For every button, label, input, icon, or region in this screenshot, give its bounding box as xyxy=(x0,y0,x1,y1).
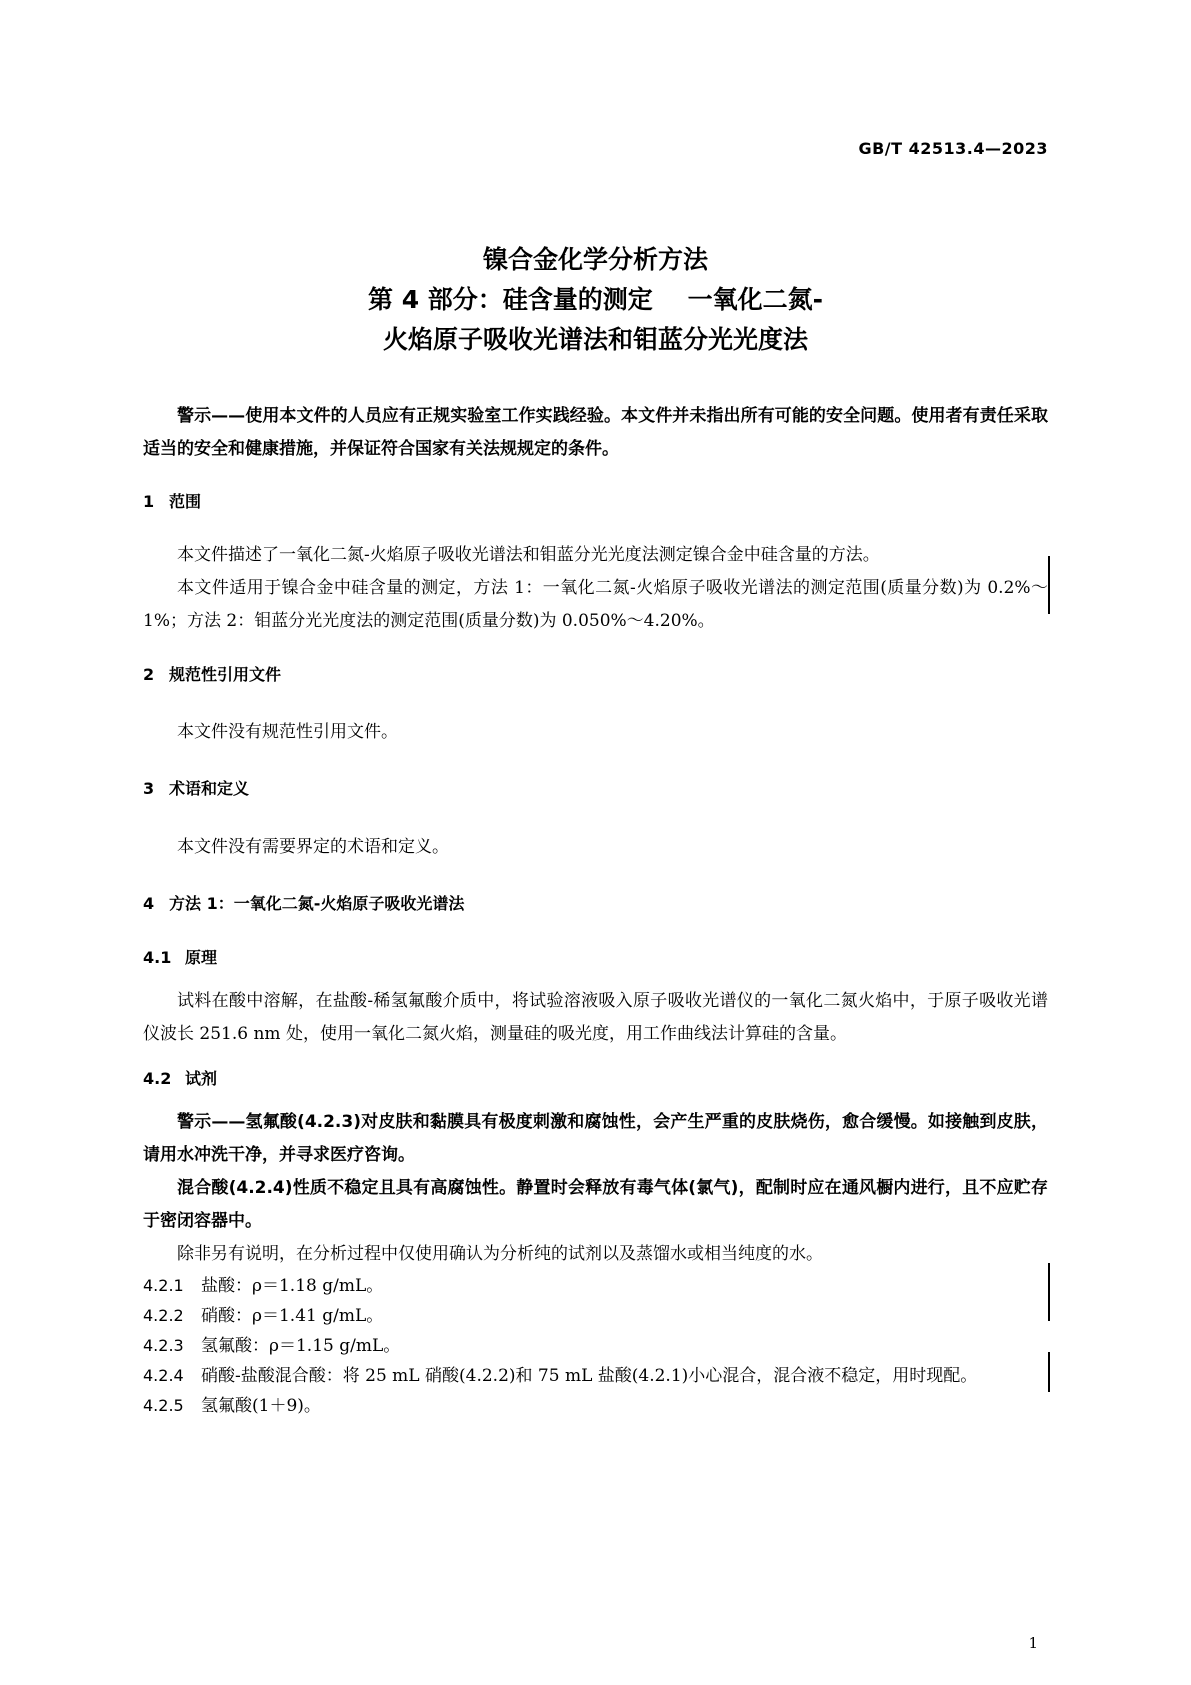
section-number: 4.2 xyxy=(143,1069,172,1088)
item-number: 4.2.3 xyxy=(143,1336,184,1355)
item-text: 硝酸：ρ＝1.41 g/mL。 xyxy=(201,1306,384,1326)
item-number: 4.2.5 xyxy=(143,1396,184,1415)
section-number: 1 xyxy=(143,492,155,511)
section-3-heading xyxy=(143,777,1048,801)
item-text: 盐酸：ρ＝1.18 g/mL。 xyxy=(201,1276,384,1296)
section-title: 试剂 xyxy=(185,1069,218,1088)
title-line-1: 镍合金化学分析方法 xyxy=(482,245,708,274)
section-number: 4.1 xyxy=(143,948,172,967)
change-bar xyxy=(1048,556,1050,614)
section-2-heading xyxy=(143,663,1048,687)
section-title: 方法 1：一氧化二氮-火焰原子吸收光谱法 xyxy=(169,894,465,913)
section-2-paragraph: 本文件没有规范性引用文件。 xyxy=(177,722,398,742)
section-title: 原理 xyxy=(185,948,218,967)
list-item xyxy=(143,1271,1048,1301)
section-title: 术语和定义 xyxy=(169,779,250,798)
item-number: 4.2.1 xyxy=(143,1276,184,1295)
item-number: 4.2.2 xyxy=(143,1306,184,1325)
section-title: 规范性引用文件 xyxy=(169,665,282,684)
list-item xyxy=(143,1301,1048,1331)
section-1-paragraph-1: 本文件描述了一氧化二氮-火焰原子吸收光谱法和钼蓝分光光度法测定镍合金中硅含量的方法。 xyxy=(177,545,880,565)
list-item xyxy=(143,1361,1048,1391)
list-item xyxy=(143,1391,1048,1421)
section-4-2-warning-2: 混合酸(4.2.4)性质不稳定且具有高腐蚀性。静置时会释放有毒气体(氯气)，配制时应在通风橱内进行，且不应贮存于密闭容器中。 xyxy=(143,1178,1048,1231)
section-4-1-paragraph: 试料在酸中溶解，在盐酸-稀氢氟酸介质中，将试验溶液吸入原子吸收光谱仪的一氧化二氮火焰中，于原子吸收光谱仪波长 251.6 nm 处，使用一氧化二氮火焰，测量硅的吸光度，用工作曲线法计算硅的含量。 xyxy=(143,991,1048,1044)
item-text: 氢氟酸：ρ＝1.15 g/mL。 xyxy=(201,1336,401,1356)
section-4-2-heading xyxy=(143,1067,1048,1091)
section-title: 范围 xyxy=(169,492,202,511)
section-number: 3 xyxy=(143,779,155,798)
standard-code: GB/T 42513.4—2023 xyxy=(858,139,1048,158)
section-4-heading xyxy=(143,892,1048,916)
item-text: 氢氟酸(1＋9)。 xyxy=(201,1396,321,1416)
section-4-1-heading xyxy=(143,946,1048,970)
section-4-2-paragraph: 除非另有说明，在分析过程中仅使用确认为分析纯的试剂以及蒸馏水或相当纯度的水。 xyxy=(177,1244,823,1264)
change-bar xyxy=(1048,1263,1050,1321)
section-number: 4 xyxy=(143,894,155,913)
title-line-2: 第 4 部分：硅含量的测定 一氧化二氮- xyxy=(368,285,823,314)
document-title xyxy=(0,240,1191,360)
list-item xyxy=(143,1331,1048,1361)
document-body xyxy=(143,400,1048,1421)
section-1-paragraph-2: 本文件适用于镍合金中硅含量的测定，方法 1：一氧化二氮-火焰原子吸收光谱法的测定范围(质量分数)为 0.2%～1%；方法 2：钼蓝分光光度法的测定范围(质量分数)为 0.050%～4.20%。 xyxy=(143,578,1048,631)
section-4-2-warning-1: 警示——氢氟酸(4.2.3)对皮肤和黏膜具有极度刺激和腐蚀性，会产生严重的皮肤烧伤，愈合缓慢。如接触到皮肤，请用水冲洗干净，并寻求医疗咨询。 xyxy=(143,1112,1048,1165)
page-number: 1 xyxy=(1028,1634,1038,1652)
title-line-3: 火焰原子吸收光谱法和钼蓝分光光度法 xyxy=(382,325,808,354)
section-3-paragraph: 本文件没有需要界定的术语和定义。 xyxy=(177,837,449,857)
item-number: 4.2.4 xyxy=(143,1366,184,1385)
change-bar xyxy=(1048,1352,1050,1392)
section-1-heading xyxy=(143,490,1048,514)
safety-warning: 警示——使用本文件的人员应有正规实验室工作实践经验。本文件并未指出所有可能的安全问题。使用者有责任采取适当的安全和健康措施，并保证符合国家有关法规规定的条件。 xyxy=(143,406,1048,459)
item-text: 硝酸-盐酸混合酸：将 25 mL 硝酸(4.2.2)和 75 mL 盐酸(4.2.1)小心混合，混合液不稳定，用时现配。 xyxy=(201,1366,978,1386)
section-number: 2 xyxy=(143,665,155,684)
